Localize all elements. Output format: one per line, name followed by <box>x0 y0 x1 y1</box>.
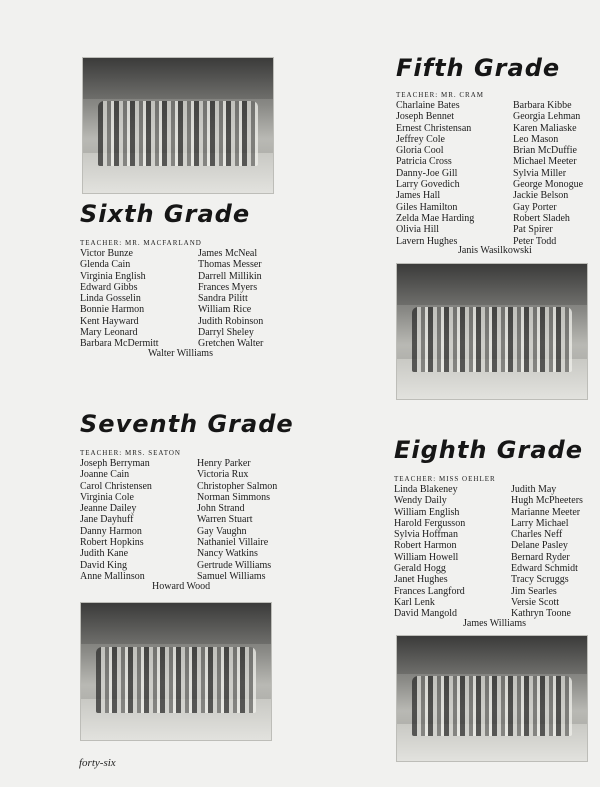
photo-students <box>98 101 258 166</box>
photo-students <box>96 647 256 713</box>
student-name: Darryl Sheley <box>198 327 254 339</box>
student-name: Linda Gosselin <box>80 293 141 305</box>
student-name: Jeanne Dailey <box>80 503 137 515</box>
student-name: David King <box>80 559 127 571</box>
student-name: Barbara Kibbe <box>513 100 572 111</box>
sixth-grade-roster <box>80 248 300 350</box>
student-name: Robert Hopkins <box>80 537 144 549</box>
student-name: Joanne Cain <box>80 469 130 481</box>
student-name: Darrell Millikin <box>198 270 262 282</box>
page-number: forty-six <box>79 757 116 769</box>
student-name: Michael Meeter <box>513 156 577 168</box>
student-name: Nancy Watkins <box>197 548 258 560</box>
student-name: Charles Neff <box>511 529 563 541</box>
fifth-grade-roster <box>396 100 596 248</box>
photo-students <box>412 307 572 372</box>
roster-right-column <box>198 248 263 350</box>
student-name: Ernest Christensan <box>396 122 472 134</box>
roster-left-column <box>396 100 474 247</box>
roster-left-column <box>394 484 465 620</box>
seventh-grade-class-photo <box>80 602 272 741</box>
student-name: Gerald Hogg <box>394 563 446 575</box>
student-name: Judith Robinson <box>198 315 264 327</box>
student-name: Patricia Cross <box>396 156 452 168</box>
student-name: James McNeal <box>198 248 258 259</box>
student-name: Anne Mallinson <box>80 570 145 582</box>
roster-right-column <box>513 100 583 247</box>
student-name-centered: James Williams <box>463 618 527 629</box>
student-name: Warren Stuart <box>197 514 253 526</box>
photo-background <box>397 636 587 674</box>
student-name: Judith Kane <box>80 548 129 560</box>
student-name: Gay Porter <box>513 201 557 213</box>
student-name: Janet Hughes <box>394 574 448 586</box>
student-name: Danny-Joe Gill <box>396 167 458 179</box>
student-name: Victoria Rux <box>197 469 249 481</box>
student-name: Frances Langford <box>394 585 465 597</box>
student-name: Karl Lenk <box>394 596 435 608</box>
student-name: Karen Maliaske <box>513 122 577 134</box>
photo-background <box>397 264 587 305</box>
seventh-grade-teacher: TEACHER: MRS. SEATON <box>80 449 181 457</box>
sixth-grade-heading: Sixth Grade <box>80 200 251 228</box>
student-name: Victor Bunze <box>80 248 133 259</box>
photo-background <box>83 58 273 99</box>
eighth-grade-heading: Eighth Grade <box>394 436 583 464</box>
student-name: George Monogue <box>513 179 584 191</box>
student-name: Robert Sladeh <box>513 212 570 224</box>
fifth-grade-teacher: TEACHER: MR. CRAM <box>396 91 484 99</box>
student-name: Olivia Hill <box>396 224 440 236</box>
student-name: Charlaine Bates <box>396 100 460 111</box>
student-name: Barbara McDermitt <box>80 338 159 350</box>
student-name: James Hall <box>396 190 441 202</box>
student-name: Frances Myers <box>198 281 258 293</box>
student-name: Linda Blakeney <box>394 484 458 495</box>
eighth-grade-class-photo <box>396 635 588 762</box>
fifth-grade-class-photo <box>396 263 588 400</box>
student-name: John Strand <box>197 503 245 515</box>
student-name-centered: Walter Williams <box>148 348 213 359</box>
student-name: Thomas Messer <box>198 259 262 271</box>
student-name: Glenda Cain <box>80 259 131 271</box>
student-name: Versie Scott <box>511 596 560 608</box>
student-name-centered: Howard Wood <box>152 581 211 592</box>
roster-right-column <box>511 484 583 620</box>
seventh-grade-heading: Seventh Grade <box>80 410 294 438</box>
student-name: Zelda Mae Harding <box>396 212 475 224</box>
student-name: Gay Vaughn <box>197 525 247 537</box>
student-name: Nathaniel Villaire <box>197 537 269 549</box>
sixth-grade-teacher: TEACHER: MR. MACFARLAND <box>80 239 202 247</box>
student-name: Robert Harmon <box>394 540 457 552</box>
student-name: Norman Simmons <box>197 491 271 503</box>
student-name: Sandra Pilitt <box>198 293 248 305</box>
student-name: Harold Fergusson <box>394 517 466 529</box>
student-name: Samuel Williams <box>197 570 266 582</box>
student-name: Joseph Bennet <box>396 111 455 123</box>
student-name: Sylvia Miller <box>513 167 567 179</box>
student-name: Marianne Meeter <box>511 506 581 518</box>
student-name: Joseph Berryman <box>80 458 150 469</box>
student-name: William Howell <box>394 551 459 563</box>
student-name: Delane Pasley <box>511 540 568 552</box>
student-name: Kent Hayward <box>80 315 139 327</box>
sixth-grade-class-photo <box>82 57 274 194</box>
student-name: Jim Searles <box>511 585 557 597</box>
student-name: Bernard Ryder <box>511 551 570 563</box>
eighth-grade-teacher: TEACHER: MISS OEHLER <box>394 475 496 483</box>
student-name: Larry Govedich <box>396 179 460 191</box>
student-name: Henry Parker <box>197 458 251 469</box>
student-name: Carol Christensen <box>80 480 152 492</box>
student-name: Leo Mason <box>513 133 559 145</box>
student-name: Bonnie Harmon <box>80 304 145 316</box>
student-name: Lavern Hughes <box>396 235 458 247</box>
student-name: Virginia English <box>80 270 146 282</box>
student-name: David Mangold <box>394 608 458 620</box>
student-name: Gloria Cool <box>396 145 444 157</box>
student-name: Christopher Salmon <box>197 480 278 492</box>
student-name: Danny Harmon <box>80 525 142 537</box>
student-name: Sylvia Hoffman <box>394 529 458 541</box>
student-name: Brian McDuffie <box>513 145 577 157</box>
student-name: Judith May <box>511 484 557 495</box>
roster-left-column <box>80 248 159 350</box>
eighth-grade-roster <box>394 484 594 621</box>
seventh-grade-roster <box>80 458 300 583</box>
student-name: Virginia Cole <box>80 491 134 503</box>
student-name: Jeffrey Cole <box>396 133 445 145</box>
roster-right-column <box>197 458 277 582</box>
student-name: Peter Todd <box>513 235 557 247</box>
student-name: Edward Schmidt <box>511 563 578 575</box>
student-name: William English <box>394 506 460 518</box>
student-name: William Rice <box>198 304 252 316</box>
student-name: Gertrude Williams <box>197 559 272 571</box>
photo-students <box>412 676 572 736</box>
student-name: Larry Michael <box>511 517 569 529</box>
fifth-grade-heading: Fifth Grade <box>396 54 561 82</box>
student-name: Jackie Belson <box>513 190 569 202</box>
student-name: Jane Dayhuff <box>80 514 134 526</box>
student-name: Mary Leonard <box>80 327 138 339</box>
photo-background <box>81 603 271 644</box>
student-name: Tracy Scruggs <box>511 574 569 586</box>
student-name: Kathryn Toone <box>511 608 571 620</box>
student-name-centered: Janis Wasilkowski <box>458 245 532 256</box>
student-name: Pat Spirer <box>513 224 553 236</box>
student-name: Georgia Lehman <box>513 111 581 123</box>
roster-left-column <box>80 458 152 582</box>
student-name: Hugh McPheeters <box>511 495 583 507</box>
student-name: Giles Hamilton <box>396 201 458 213</box>
student-name: Gretchen Walter <box>198 338 264 350</box>
student-name: Wendy Daily <box>394 495 447 507</box>
student-name: Edward Gibbs <box>80 281 138 293</box>
